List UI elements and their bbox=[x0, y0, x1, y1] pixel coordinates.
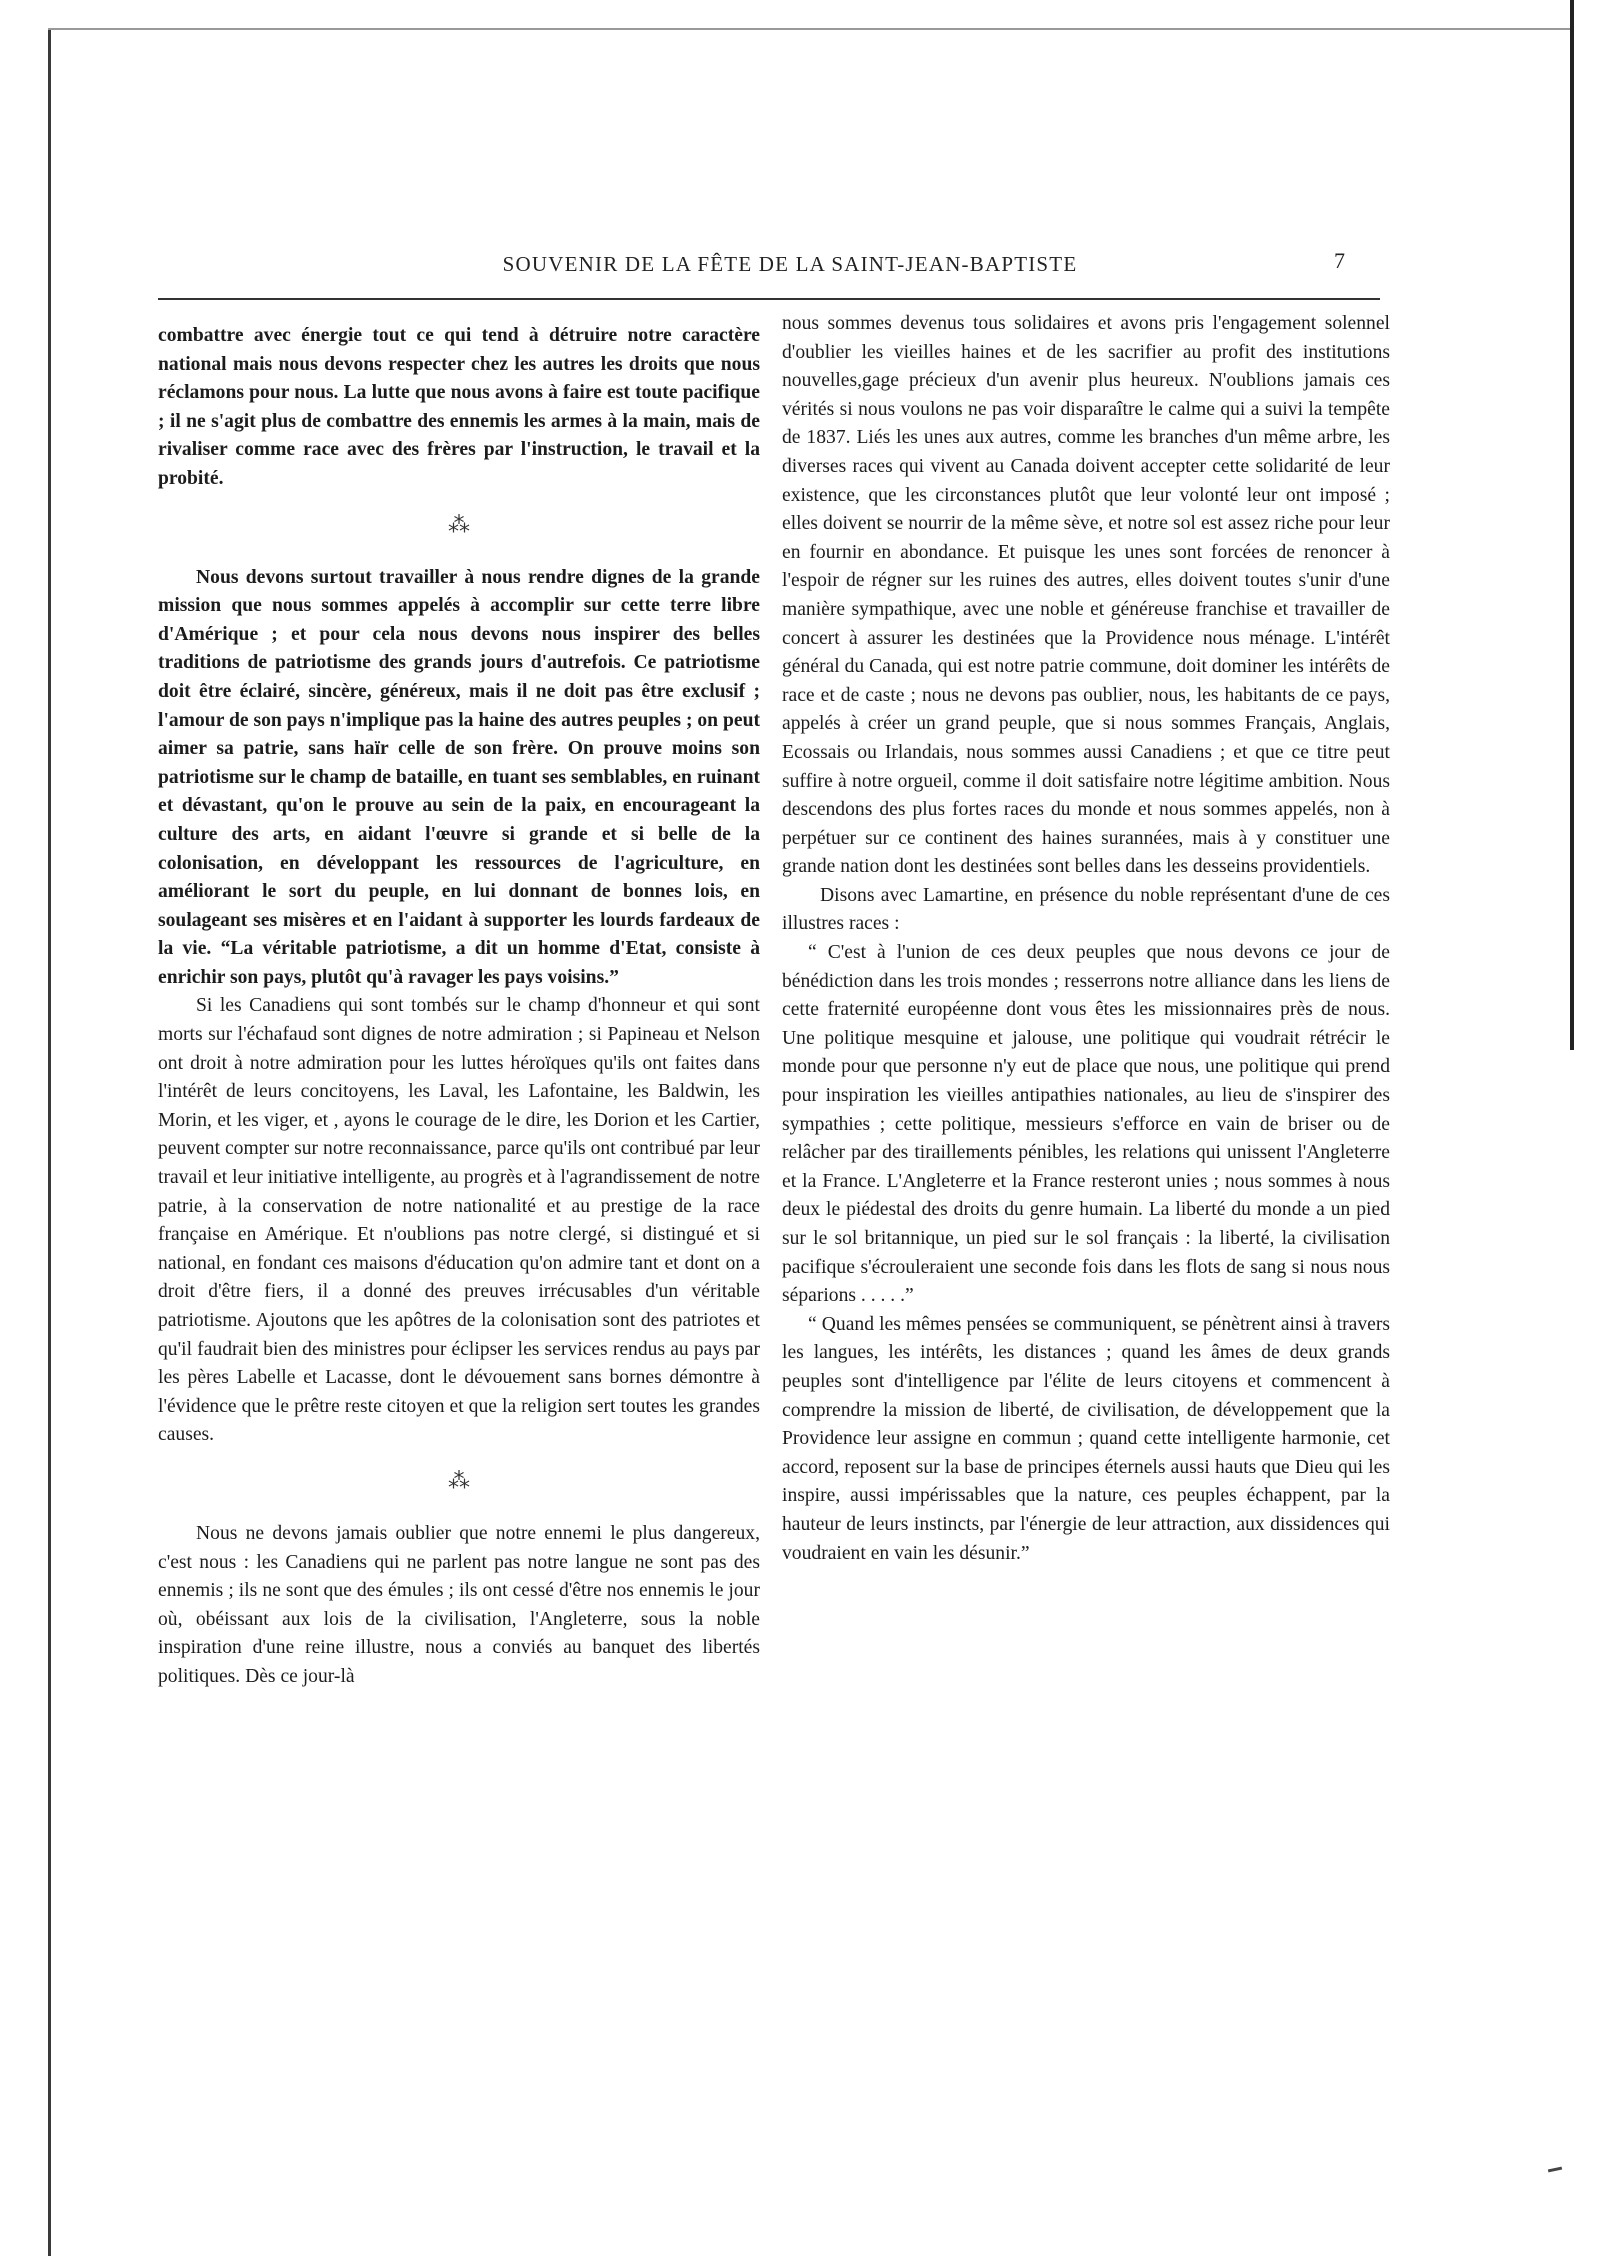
lamartine-quote-2: “ Quand les mêmes pensées se communiquent, se pénètrent ainsi à travers les langues, les intérêts, les distances ; quand les âmes de deux grands peuples sont d'intelligence par l'élite de leurs citoyens et commencent à comprendre la mission de liberté, de civilisation, de développement que la Providence leur assigne en commun ; quand cette intelligente harmonie, cet accord, reposent sur la base de principes éternels aussi hauts que Dieu qui les inspire, aussi impérissables que la nature, ces peuples échappent, par la hauteur de leurs instincts, par l'énergie de leur attraction, aux dissidences qui voudraient en vain les désunir.” bbox=[782, 1313, 1390, 1564]
header-rule bbox=[158, 298, 1380, 300]
scan-mark bbox=[1548, 2167, 1562, 2173]
running-head: SOUVENIR DE LA FÊTE DE LA SAINT-JEAN-BAPTISTE bbox=[502, 252, 1078, 276]
page-number: 7 bbox=[1334, 248, 1345, 273]
right-column bbox=[782, 310, 1390, 1568]
left-paragraph-2: Nous devons surtout travailler à nous rendre dignes de la grande mission que nous sommes appelés à accomplir sur cette terre libre d'Amérique ; et pour cela nous devons nous inspirer des belles traditions de patriotisme des grands jours d'autrefois. Ce patriotisme doit être éclairé, sincère, généreux, mais il ne doit pas être exclusif ; l'amour de son pays n'implique pas la haine des autres peuples ; on peut aimer sa patrie, sans haïr celle de son frère. On prouve moins son patriotisme sur le champ de bataille, en tuant ses semblables, en ruinant et dévastant, qu'on le prouve au sein de la paix, en encourageant la culture des arts, en aidant l'œuvre si grande et si belle de la colonisation, en développant les ressources de l'agriculture, en améliorant le sort du peuple, en lui donnant de bonnes lois, en soulageant ses misères et en l'aidant à supporter les lourds fardeaux de la vie. “La véritable patriotisme, a dit un homme d'Etat, consiste à enrichir son pays, plutôt qu'à ravager les pays voisins.” bbox=[158, 566, 760, 988]
asterism-separator: ⁂ bbox=[448, 1467, 470, 1493]
left-paragraph-4: Nous ne devons jamais oublier que notre ennemi le plus dangereux, c'est nous : les Canadiens qui ne parlent pas notre langue ne sont pas des ennemis ; ils ne sont que des émules ; ils ont cessé d'être nos ennemis le jour où, obéissant aux lois de la civilisation, l'Angleterre, sous la noble inspiration d'une reine illustre, nous a conviés au banquet des libertés politiques. Dès ce jour-là bbox=[158, 1522, 760, 1687]
left-paragraph-1: combattre avec énergie tout ce qui tend à détruire notre caractère national mais nous devons respecter chez les autres les droits que nous réclamons pour nous. La lutte que nous avons à faire est toute pacifique ; il ne s'agit plus de combattre des ennemis les armes à la main, mais de rivaliser comme race avec des frères par l'instruction, le travail et la probité. bbox=[158, 325, 760, 489]
left-column bbox=[158, 322, 760, 1692]
lamartine-quote-1: “ C'est à l'union de ces deux peuples que nous devons ce jour de bénédiction dans les trois mondes ; resserrons notre alliance dans les liens de cette fraternité européenne dont vous êtes les missionnaires près de nous. Une politique mesquine et jalouse, une politique qui voudrait rétrécir le monde pour que personne n'y eut de place que nous, une politique qui prend pour inspiration les vieilles antipathies nationales, au lieu de s'inspirer des sympathies ; cette politique, messieurs s'efforce en vain de briser ou de relâcher par des tiraillements pénibles, les relations qui unissent l'Angleterre et la France. L'Angleterre et la France resteront unies ; nous sommes à nous deux le piédestal des droits du genre humain. La liberté du monde a un pied sur le sol britannique, un pied sur le sol français : la liberté, la civilisation pacifique s'écrouleraient une seconde fois dans les flots de sang si nous nous séparions . . . . .” bbox=[782, 942, 1390, 1307]
left-paragraph-3: Si les Canadiens qui sont tombés sur le champ d'honneur et qui sont morts sur l'échafaud sont dignes de notre admiration ; si Papineau et Nelson ont droit à notre admiration pour les luttes héroïques qu'ils ont faites dans l'intérêt de leurs concitoyens, les Laval, les Lafontaine, les Baldwin, les Morin, et les viger, et , ayons le courage de le dire, les Dorion et les Cartier, peuvent compter sur notre reconnaissance, parce qu'ils ont contribué par leur travail et leur initiative intelligente, au progrès et à l'agrandissement de notre patrie, à la conservation de notre nationalité et au prestige de la race française en Amérique. Et n'oublions pas notre clergé, si distingué et si national, en fondant ces maisons d'éducation qu'on admire tant et dont on a droit d'être fiers, il a donné des preuves irrécusables d'un véritable patriotisme. Ajoutons que les apôtres de la colonisation sont des patriotes et qu'il faudrait bien des ministres pour éclipser les services rendus au pays par les pères Labelle et Lacasse, dont le dévouement sans bornes démontre à l'évidence que le prêtre reste citoyen et que la religion sert toutes les grandes causes. bbox=[158, 995, 760, 1446]
right-paragraph-2: Disons avec Lamartine, en présence du noble représentant d'une de ces illustres races : bbox=[782, 884, 1390, 935]
asterism-separator: ⁂ bbox=[448, 511, 470, 537]
right-paragraph-1: nous sommes devenus tous solidaires et avons pris l'engagement solennel d'oublier les vieilles haines et de les sacrifier au profit des institutions nouvelles,gage précieux d'un avenir plus heureux. N'oublions jamais ces vérités si nous voulons ne pas voir disparaître le calme qui a suivi la tempête de 1837. Liés les unes aux autres, comme les branches d'un même arbre, les diverses races qui vivent au Canada doivent accepter cette solidarité de leur existence, que les circonstances plutôt que leur volonté leur ont imposé ; elles doivent se nourrir de la même sève, et notre sol est assez riche pour leur en fournir en abondance. Et puisque les unes sont forcées de renoncer à l'espoir de régner sur les ruines des autres, elles doivent toutes s'unir d'une manière sympathique, avec une noble et généreuse franchise et travailler de concert à assurer les destinées que la Providence nous ménage. L'intérêt général du Canada, qui est notre patrie commune, doit dominer les intérêts de race et de caste ; nous ne devons pas oublier, nous, les habitants de ce pays, appelés à créer un grand peuple, que si nous sommes Français, Anglais, Ecossais ou Irlandais, nous sommes aussi Canadiens ; et que ce titre peut suffire à notre orgueil, comme il doit satisfaire notre légitime ambition. Nous descendons des plus fortes races du monde et nous sommes appelés, non à perpétuer sur ce continent des haines surannées, mais à y constituer une grande nation dont les destinées sont belles dans les desseins providentiels. bbox=[782, 313, 1390, 878]
